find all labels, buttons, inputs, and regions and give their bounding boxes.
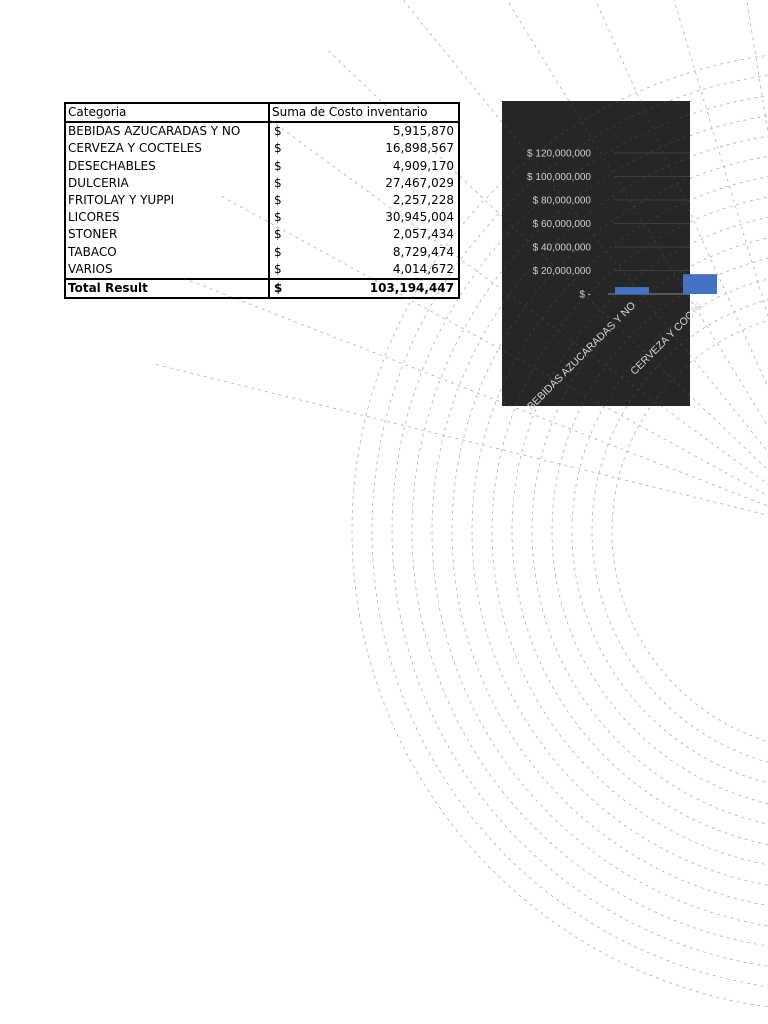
table-row bbox=[65, 140, 459, 157]
bar-chart[interactable] bbox=[502, 101, 707, 413]
table-total-row bbox=[65, 279, 459, 298]
row-category: TABACO bbox=[65, 244, 269, 261]
y-tick-label: $ 20,000,000 bbox=[532, 266, 591, 277]
row-category: DESECHABLES bbox=[65, 158, 269, 175]
row-value: 5,915,870 bbox=[392, 124, 454, 139]
row-currency: $ bbox=[274, 124, 282, 139]
y-tick-label: $ 100,000,000 bbox=[527, 172, 591, 183]
table-row bbox=[65, 192, 459, 209]
total-currency: $ bbox=[269, 279, 290, 298]
row-category: DULCERIA bbox=[65, 175, 269, 192]
table-row bbox=[65, 261, 459, 279]
y-tick-label: $ 120,000,000 bbox=[527, 148, 591, 160]
header-category: Categoria bbox=[65, 103, 269, 122]
table-row bbox=[65, 122, 459, 140]
table-row bbox=[65, 209, 459, 226]
row-category: VARIOS bbox=[65, 261, 269, 279]
row-category: FRITOLAY Y YUPPI bbox=[65, 192, 269, 209]
bar bbox=[615, 287, 649, 294]
table-row bbox=[65, 226, 459, 243]
row-currency: $ bbox=[274, 244, 282, 259]
row-value: 2,057,434 bbox=[392, 227, 454, 242]
y-tick-label: $ - bbox=[579, 289, 591, 301]
row-currency: $ bbox=[274, 210, 282, 225]
row-currency: $ bbox=[274, 175, 282, 190]
row-value: 2,257,228 bbox=[392, 193, 454, 208]
table-row bbox=[65, 158, 459, 175]
row-currency: $ bbox=[274, 261, 282, 276]
y-tick-label: $ 60,000,000 bbox=[532, 219, 591, 230]
row-value: 8,729,474 bbox=[392, 244, 454, 259]
x-category-label: BEBIDAS AZUCARADAS Y NO bbox=[525, 299, 639, 413]
row-category: LICORES bbox=[65, 209, 269, 226]
total-label: Total Result bbox=[65, 279, 269, 298]
row-category: STONER bbox=[65, 226, 269, 243]
header-value: Suma de Costo inventario bbox=[269, 103, 459, 122]
row-value: 30,945,004 bbox=[385, 210, 454, 225]
y-tick-label: $ 80,000,000 bbox=[532, 195, 591, 207]
row-category: BEBIDAS AZUCARADAS Y NO bbox=[65, 122, 269, 140]
pivot-table bbox=[64, 102, 460, 299]
table-row bbox=[65, 244, 459, 261]
row-category: CERVEZA Y COCTELES bbox=[65, 140, 269, 157]
chart-background bbox=[502, 101, 690, 406]
bar bbox=[683, 274, 717, 294]
row-value: 16,898,567 bbox=[385, 141, 454, 156]
table-row bbox=[65, 175, 459, 192]
row-currency: $ bbox=[274, 141, 282, 156]
chart-canvas bbox=[502, 101, 707, 413]
row-currency: $ bbox=[274, 193, 282, 208]
row-value: 4,014,672 bbox=[392, 261, 454, 276]
row-value: 27,467,029 bbox=[385, 175, 454, 190]
row-value: 4,909,170 bbox=[392, 158, 454, 173]
row-currency: $ bbox=[274, 227, 282, 242]
row-currency: $ bbox=[274, 158, 282, 173]
y-tick-label: $ 40,000,000 bbox=[532, 242, 591, 254]
total-value: 103,194,447 bbox=[290, 279, 459, 298]
x-category-label: CERVEZA Y COCTE bbox=[628, 299, 707, 378]
